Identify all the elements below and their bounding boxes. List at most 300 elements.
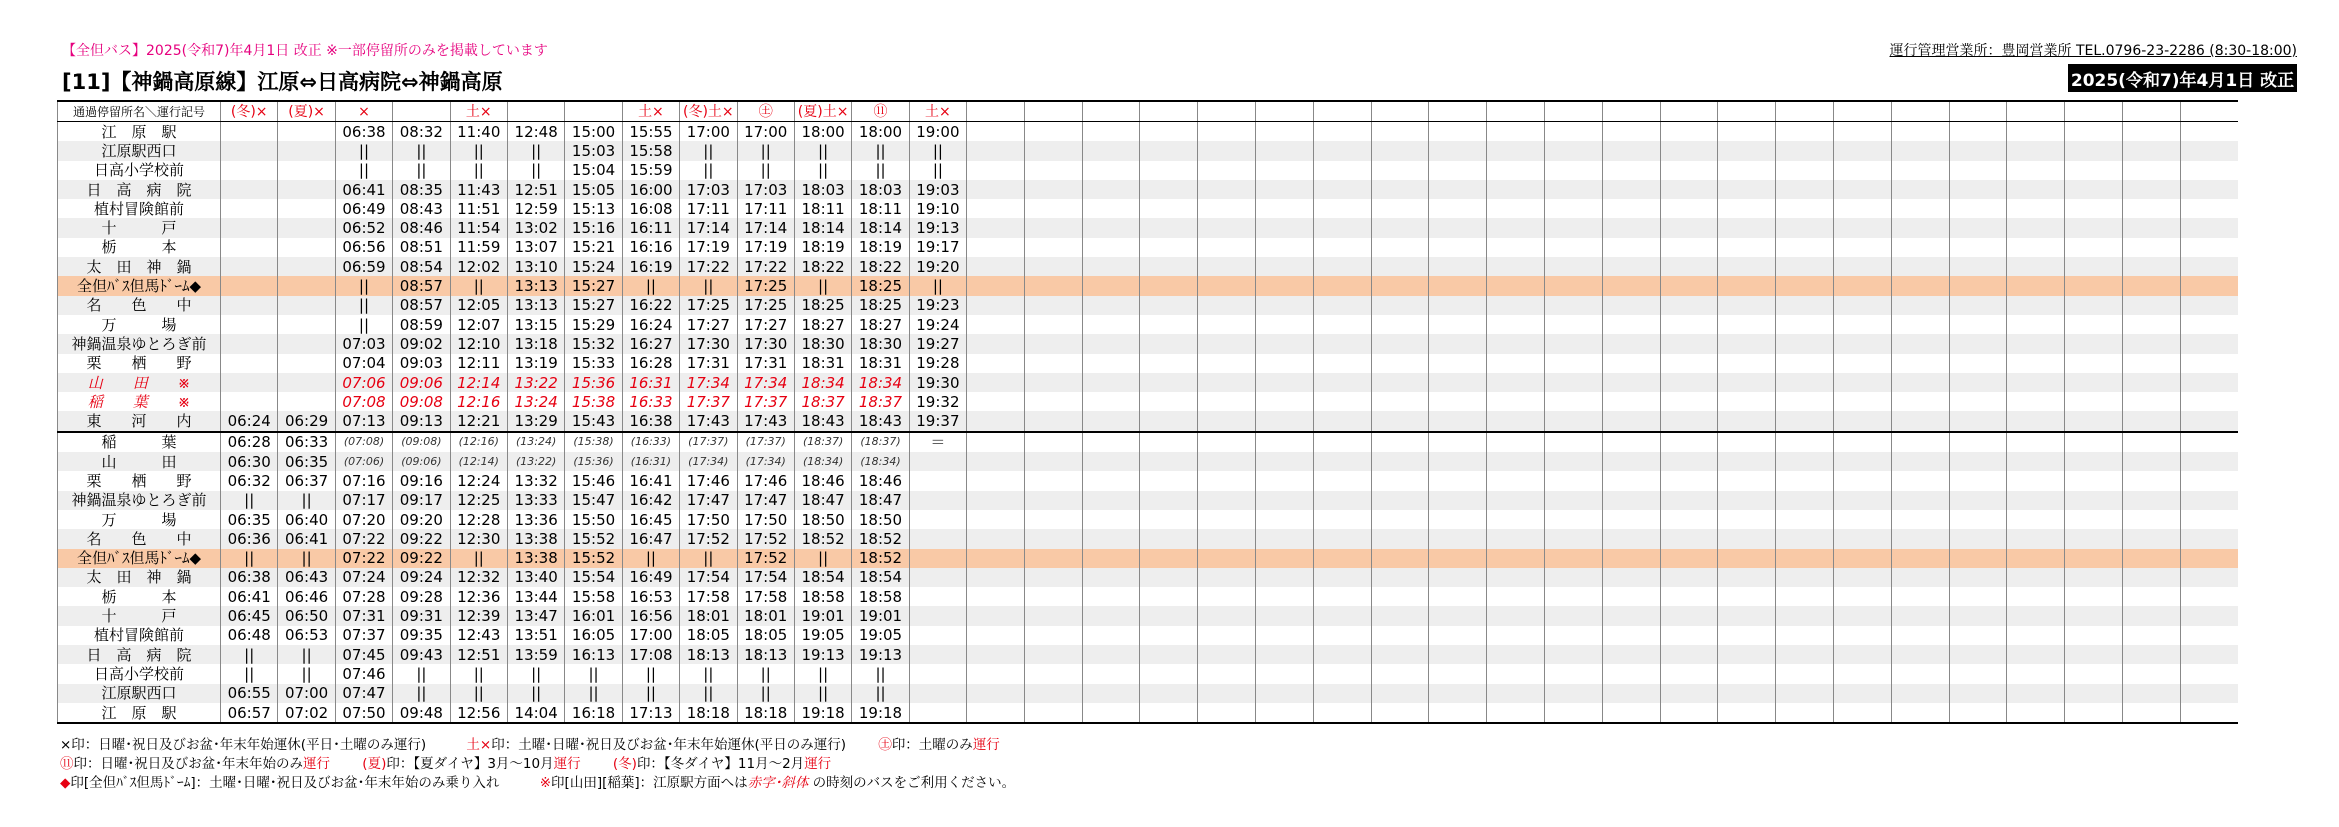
empty-cell bbox=[1718, 373, 1776, 392]
empty-cell bbox=[1024, 276, 1082, 295]
empty-cell bbox=[1313, 606, 1371, 625]
empty-cell bbox=[1602, 664, 1660, 683]
legend-holiday-run: 運行 bbox=[303, 756, 330, 772]
empty-cell bbox=[1082, 199, 1140, 218]
time-cell: 17:19 bbox=[737, 238, 794, 257]
stop-name: 江 原 駅 bbox=[58, 122, 221, 142]
empty-cell bbox=[1429, 645, 1487, 664]
legend-line-2 bbox=[60, 752, 831, 772]
time-cell: 16:45 bbox=[622, 510, 679, 529]
time-cell: 12:21 bbox=[450, 411, 507, 431]
time-cell: 18:19 bbox=[852, 238, 909, 257]
time-cell: 18:11 bbox=[852, 199, 909, 218]
empty-cell bbox=[1256, 199, 1314, 218]
empty-cell bbox=[1545, 315, 1603, 334]
empty-cell bbox=[1776, 432, 1834, 452]
time-cell: 15:27 bbox=[565, 276, 622, 295]
empty-cell bbox=[1776, 218, 1834, 237]
empty-cell bbox=[1256, 491, 1314, 510]
empty-cell bbox=[1487, 296, 1545, 315]
time-cell: 06:38 bbox=[335, 122, 392, 142]
empty-cell bbox=[2180, 122, 2238, 142]
empty-cell bbox=[1487, 199, 1545, 218]
time-cell: 19:01 bbox=[852, 606, 909, 625]
time-cell: 13:51 bbox=[507, 626, 564, 645]
time-cell bbox=[909, 471, 966, 490]
empty-cell bbox=[1082, 684, 1140, 703]
empty-cell bbox=[1602, 315, 1660, 334]
empty-cell bbox=[1082, 491, 1140, 510]
time-cell: 08:35 bbox=[393, 180, 450, 199]
legend-weekday-mark: 土× bbox=[466, 737, 492, 753]
time-cell: (18:34) bbox=[852, 452, 909, 471]
empty-cell bbox=[1776, 703, 1834, 723]
empty-cell bbox=[1256, 257, 1314, 276]
empty-cell bbox=[1660, 587, 1718, 606]
time-cell: 18:31 bbox=[794, 354, 851, 373]
time-cell: 18:31 bbox=[852, 354, 909, 373]
empty-cell bbox=[1198, 664, 1256, 683]
empty-cell bbox=[1140, 373, 1198, 392]
empty-cell bbox=[1082, 432, 1140, 452]
time-cell: 19:30 bbox=[909, 373, 966, 392]
empty-cell bbox=[2123, 703, 2181, 723]
empty-cell bbox=[1602, 373, 1660, 392]
time-cell: 06:50 bbox=[278, 606, 335, 625]
time-cell: (09:06) bbox=[393, 452, 450, 471]
empty-cell bbox=[2065, 180, 2123, 199]
empty-cell bbox=[1198, 587, 1256, 606]
empty-cell bbox=[1429, 549, 1487, 568]
empty-cell bbox=[2065, 354, 2123, 373]
empty-cell bbox=[967, 354, 1025, 373]
empty-cell bbox=[1024, 471, 1082, 490]
time-cell: 09:20 bbox=[393, 510, 450, 529]
empty-cell bbox=[1024, 122, 1082, 142]
empty-cell bbox=[2007, 218, 2065, 237]
empty-cell bbox=[2065, 471, 2123, 490]
empty-cell bbox=[1082, 141, 1140, 160]
empty-cell bbox=[2180, 276, 2238, 295]
time-cell: 19:10 bbox=[909, 199, 966, 218]
empty-cell bbox=[1949, 587, 2007, 606]
empty-cell bbox=[1429, 141, 1487, 160]
time-cell: || bbox=[794, 141, 851, 160]
time-cell: 12:32 bbox=[450, 568, 507, 587]
time-cell: 17:22 bbox=[680, 257, 737, 276]
time-cell: 13:24 bbox=[507, 392, 564, 411]
service-code: (夏)× bbox=[278, 101, 335, 122]
empty-cell bbox=[1776, 471, 1834, 490]
empty-header bbox=[1140, 101, 1198, 122]
empty-cell bbox=[1313, 452, 1371, 471]
stop-name: 栃 本 bbox=[58, 238, 221, 257]
empty-cell bbox=[1198, 684, 1256, 703]
empty-cell bbox=[1602, 180, 1660, 199]
time-cell: || bbox=[622, 684, 679, 703]
time-cell: 15:33 bbox=[565, 354, 622, 373]
table-row bbox=[58, 529, 2239, 548]
time-cell: 08:51 bbox=[393, 238, 450, 257]
empty-cell bbox=[1545, 529, 1603, 548]
time-cell: 18:22 bbox=[794, 257, 851, 276]
time-cell: 09:43 bbox=[393, 645, 450, 664]
time-cell: 18:37 bbox=[852, 392, 909, 411]
empty-cell bbox=[2007, 626, 2065, 645]
empty-cell bbox=[1198, 471, 1256, 490]
empty-cell bbox=[1429, 180, 1487, 199]
time-cell: || bbox=[393, 141, 450, 160]
empty-cell bbox=[1429, 529, 1487, 548]
empty-cell bbox=[2180, 296, 2238, 315]
empty-cell bbox=[1487, 392, 1545, 411]
time-cell: (09:08) bbox=[393, 432, 450, 452]
empty-cell bbox=[1140, 161, 1198, 180]
empty-cell bbox=[1949, 411, 2007, 431]
time-cell: 16:42 bbox=[622, 491, 679, 510]
table-row bbox=[58, 664, 2239, 683]
empty-cell bbox=[1545, 257, 1603, 276]
empty-cell bbox=[1545, 587, 1603, 606]
time-cell: 06:41 bbox=[278, 529, 335, 548]
empty-cell bbox=[1140, 684, 1198, 703]
empty-cell bbox=[1371, 510, 1429, 529]
empty-cell bbox=[967, 141, 1025, 160]
empty-cell bbox=[1660, 238, 1718, 257]
time-cell: (17:34) bbox=[737, 452, 794, 471]
time-cell: 18:18 bbox=[680, 703, 737, 723]
time-cell: 06:55 bbox=[221, 684, 278, 703]
empty-cell bbox=[1256, 238, 1314, 257]
empty-cell bbox=[1834, 354, 1892, 373]
empty-cell bbox=[1834, 587, 1892, 606]
empty-cell bbox=[1949, 703, 2007, 723]
time-cell: || bbox=[450, 276, 507, 295]
time-cell: 09:17 bbox=[393, 491, 450, 510]
empty-cell bbox=[1834, 161, 1892, 180]
empty-cell bbox=[2180, 471, 2238, 490]
empty-cell bbox=[1718, 432, 1776, 452]
empty-cell bbox=[2180, 587, 2238, 606]
empty-cell bbox=[1313, 296, 1371, 315]
time-cell: 09:02 bbox=[393, 334, 450, 353]
empty-cell bbox=[2065, 411, 2123, 431]
time-cell: 11:40 bbox=[450, 122, 507, 142]
empty-cell bbox=[1487, 452, 1545, 471]
empty-cell bbox=[1024, 141, 1082, 160]
empty-cell bbox=[1371, 276, 1429, 295]
empty-cell bbox=[1545, 452, 1603, 471]
time-cell: 17:14 bbox=[737, 218, 794, 237]
empty-cell bbox=[2007, 684, 2065, 703]
empty-cell bbox=[1602, 491, 1660, 510]
time-cell: 09:03 bbox=[393, 354, 450, 373]
empty-cell bbox=[967, 529, 1025, 548]
time-cell: 07:28 bbox=[335, 587, 392, 606]
empty-cell bbox=[967, 392, 1025, 411]
time-cell: 15:52 bbox=[565, 549, 622, 568]
empty-cell bbox=[1891, 432, 1949, 452]
empty-cell bbox=[2180, 549, 2238, 568]
empty-cell bbox=[1602, 432, 1660, 452]
empty-cell bbox=[2007, 392, 2065, 411]
empty-cell bbox=[2007, 276, 2065, 295]
empty-cell bbox=[1140, 122, 1198, 142]
empty-cell bbox=[1891, 161, 1949, 180]
empty-cell bbox=[1429, 491, 1487, 510]
time-cell: || bbox=[852, 141, 909, 160]
empty-cell bbox=[1082, 510, 1140, 529]
time-cell: 19:00 bbox=[909, 122, 966, 142]
empty-header bbox=[1545, 101, 1603, 122]
time-cell: || bbox=[622, 664, 679, 683]
empty-cell bbox=[1082, 664, 1140, 683]
time-cell: 07:37 bbox=[335, 626, 392, 645]
time-cell: 12:14 bbox=[450, 373, 507, 392]
empty-cell bbox=[1024, 549, 1082, 568]
empty-cell bbox=[1949, 664, 2007, 683]
empty-cell bbox=[1198, 626, 1256, 645]
empty-cell bbox=[1834, 549, 1892, 568]
time-cell: 18:14 bbox=[852, 218, 909, 237]
empty-header bbox=[1198, 101, 1256, 122]
empty-cell bbox=[1949, 491, 2007, 510]
header-row bbox=[58, 101, 2239, 122]
empty-cell bbox=[1718, 354, 1776, 373]
time-cell: (17:37) bbox=[737, 432, 794, 452]
empty-cell bbox=[1313, 471, 1371, 490]
empty-cell bbox=[1371, 180, 1429, 199]
time-cell: 17:22 bbox=[737, 257, 794, 276]
time-cell: 17:00 bbox=[680, 122, 737, 142]
time-cell: 17:46 bbox=[737, 471, 794, 490]
time-cell: 19:18 bbox=[794, 703, 851, 723]
empty-cell bbox=[2180, 315, 2238, 334]
stop-name: 万 場 bbox=[58, 510, 221, 529]
empty-cell bbox=[1371, 529, 1429, 548]
empty-cell bbox=[1429, 334, 1487, 353]
empty-cell bbox=[1429, 238, 1487, 257]
time-cell: 16:53 bbox=[622, 587, 679, 606]
empty-cell bbox=[1313, 218, 1371, 237]
empty-cell bbox=[1891, 257, 1949, 276]
time-cell bbox=[909, 510, 966, 529]
empty-cell bbox=[2123, 664, 2181, 683]
time-cell: 08:54 bbox=[393, 257, 450, 276]
empty-cell bbox=[1776, 161, 1834, 180]
empty-cell bbox=[1256, 510, 1314, 529]
legend-line-1 bbox=[60, 733, 1000, 753]
time-cell: 18:58 bbox=[852, 587, 909, 606]
empty-cell bbox=[1718, 334, 1776, 353]
empty-cell bbox=[967, 452, 1025, 471]
time-cell: 11:51 bbox=[450, 199, 507, 218]
empty-cell bbox=[1545, 334, 1603, 353]
legend-summer: 印：【夏ダイヤ】3月～10月 bbox=[386, 756, 554, 772]
time-cell: 15:46 bbox=[565, 471, 622, 490]
empty-cell bbox=[1660, 452, 1718, 471]
empty-cell bbox=[1371, 122, 1429, 142]
empty-cell bbox=[1140, 354, 1198, 373]
empty-cell bbox=[1660, 529, 1718, 548]
empty-cell bbox=[967, 471, 1025, 490]
empty-cell bbox=[1198, 606, 1256, 625]
time-cell: 18:25 bbox=[852, 276, 909, 295]
empty-cell bbox=[1140, 471, 1198, 490]
time-cell: 17:43 bbox=[680, 411, 737, 431]
service-code bbox=[393, 101, 450, 122]
empty-cell bbox=[1545, 645, 1603, 664]
empty-cell bbox=[2065, 684, 2123, 703]
time-cell: 17:31 bbox=[680, 354, 737, 373]
table-row bbox=[58, 218, 2239, 237]
empty-cell bbox=[1602, 411, 1660, 431]
empty-cell bbox=[1429, 392, 1487, 411]
empty-cell bbox=[2007, 373, 2065, 392]
time-cell: 12:28 bbox=[450, 510, 507, 529]
table-row bbox=[58, 122, 2239, 142]
empty-cell bbox=[1718, 529, 1776, 548]
stop-name: 日 高 病 院 bbox=[58, 645, 221, 664]
time-cell: 07:46 bbox=[335, 664, 392, 683]
time-cell: 06:29 bbox=[278, 411, 335, 431]
empty-cell bbox=[2065, 549, 2123, 568]
empty-cell bbox=[1602, 392, 1660, 411]
time-cell: 12:16 bbox=[450, 392, 507, 411]
empty-cell bbox=[1602, 703, 1660, 723]
time-cell: 08:57 bbox=[393, 296, 450, 315]
empty-cell bbox=[1140, 315, 1198, 334]
empty-cell bbox=[1371, 568, 1429, 587]
empty-cell bbox=[1718, 549, 1776, 568]
empty-cell bbox=[1891, 218, 1949, 237]
empty-cell bbox=[1313, 529, 1371, 548]
empty-header bbox=[2180, 101, 2238, 122]
empty-cell bbox=[1313, 703, 1371, 723]
empty-cell bbox=[1660, 315, 1718, 334]
empty-cell bbox=[1660, 392, 1718, 411]
empty-cell bbox=[1256, 334, 1314, 353]
time-cell: || bbox=[450, 684, 507, 703]
empty-cell bbox=[2065, 257, 2123, 276]
empty-cell bbox=[1256, 354, 1314, 373]
empty-cell bbox=[1140, 180, 1198, 199]
empty-cell bbox=[1776, 452, 1834, 471]
empty-cell bbox=[1545, 684, 1603, 703]
empty-cell bbox=[1371, 703, 1429, 723]
empty-cell bbox=[2123, 296, 2181, 315]
empty-cell bbox=[1198, 703, 1256, 723]
time-cell bbox=[221, 199, 278, 218]
empty-cell bbox=[967, 373, 1025, 392]
time-cell: 18:22 bbox=[852, 257, 909, 276]
legend-saturday: 印：土曜のみ bbox=[891, 737, 973, 753]
empty-cell bbox=[1140, 334, 1198, 353]
empty-cell bbox=[1602, 529, 1660, 548]
empty-cell bbox=[1776, 606, 1834, 625]
time-cell: 18:52 bbox=[794, 529, 851, 548]
empty-cell bbox=[1371, 626, 1429, 645]
empty-cell bbox=[1891, 471, 1949, 490]
empty-cell bbox=[1776, 491, 1834, 510]
empty-cell bbox=[1660, 568, 1718, 587]
table-row bbox=[58, 549, 2239, 568]
time-cell: 18:13 bbox=[680, 645, 737, 664]
empty-cell bbox=[1313, 276, 1371, 295]
empty-cell bbox=[1024, 180, 1082, 199]
time-cell: 19:23 bbox=[909, 296, 966, 315]
empty-cell bbox=[1776, 257, 1834, 276]
page-title: [11]【神鍋高原線】江原⇔日高病院⇔神鍋高原 bbox=[62, 70, 503, 94]
empty-cell bbox=[2123, 471, 2181, 490]
stop-name: 日高小学校前 bbox=[58, 664, 221, 683]
time-cell: (07:06) bbox=[335, 452, 392, 471]
stop-name: 栃 本 bbox=[58, 587, 221, 606]
empty-cell bbox=[1949, 180, 2007, 199]
table-row bbox=[58, 354, 2239, 373]
time-cell: 18:30 bbox=[794, 334, 851, 353]
empty-cell bbox=[1660, 276, 1718, 295]
empty-cell bbox=[1660, 373, 1718, 392]
table-row bbox=[58, 334, 2239, 353]
time-cell: || bbox=[680, 276, 737, 295]
empty-cell bbox=[1313, 161, 1371, 180]
time-cell: || bbox=[622, 549, 679, 568]
time-cell: || bbox=[680, 161, 737, 180]
empty-cell bbox=[1602, 452, 1660, 471]
empty-cell bbox=[1198, 199, 1256, 218]
empty-cell bbox=[1776, 334, 1834, 353]
time-cell: 12:30 bbox=[450, 529, 507, 548]
empty-cell bbox=[1198, 432, 1256, 452]
service-code: (冬)土× bbox=[680, 101, 737, 122]
time-cell bbox=[221, 315, 278, 334]
empty-cell bbox=[1429, 296, 1487, 315]
time-cell: 07:47 bbox=[335, 684, 392, 703]
time-cell: 06:53 bbox=[278, 626, 335, 645]
time-cell: 07:04 bbox=[335, 354, 392, 373]
time-cell: 19:03 bbox=[909, 180, 966, 199]
time-cell bbox=[909, 606, 966, 625]
time-cell: 09:31 bbox=[393, 606, 450, 625]
empty-cell bbox=[1487, 334, 1545, 353]
empty-cell bbox=[2007, 432, 2065, 452]
empty-cell bbox=[1776, 664, 1834, 683]
table-row bbox=[58, 510, 2239, 529]
empty-cell bbox=[2007, 411, 2065, 431]
time-cell: || bbox=[680, 684, 737, 703]
office-contact: 運行管理営業所：豊岡営業所 TEL.0796-23-2286 (8:30-18:00) bbox=[1889, 43, 2297, 59]
empty-cell bbox=[2065, 199, 2123, 218]
time-cell: 06:46 bbox=[278, 587, 335, 606]
empty-cell bbox=[1660, 606, 1718, 625]
empty-cell bbox=[1660, 122, 1718, 142]
empty-cell bbox=[1256, 529, 1314, 548]
time-cell: 16:16 bbox=[622, 238, 679, 257]
time-cell: 17:30 bbox=[680, 334, 737, 353]
empty-cell bbox=[1371, 664, 1429, 683]
time-cell: 07:02 bbox=[278, 703, 335, 723]
stop-name: 日高小学校前 bbox=[58, 161, 221, 180]
empty-header bbox=[1834, 101, 1892, 122]
empty-cell bbox=[1487, 491, 1545, 510]
time-cell: 17:52 bbox=[737, 549, 794, 568]
legend-holiday: 印：日曜･祝日及びお盆･年末年始のみ bbox=[73, 756, 303, 772]
empty-cell bbox=[1429, 684, 1487, 703]
time-cell: 17:00 bbox=[622, 626, 679, 645]
empty-cell bbox=[1313, 664, 1371, 683]
empty-cell bbox=[1891, 510, 1949, 529]
